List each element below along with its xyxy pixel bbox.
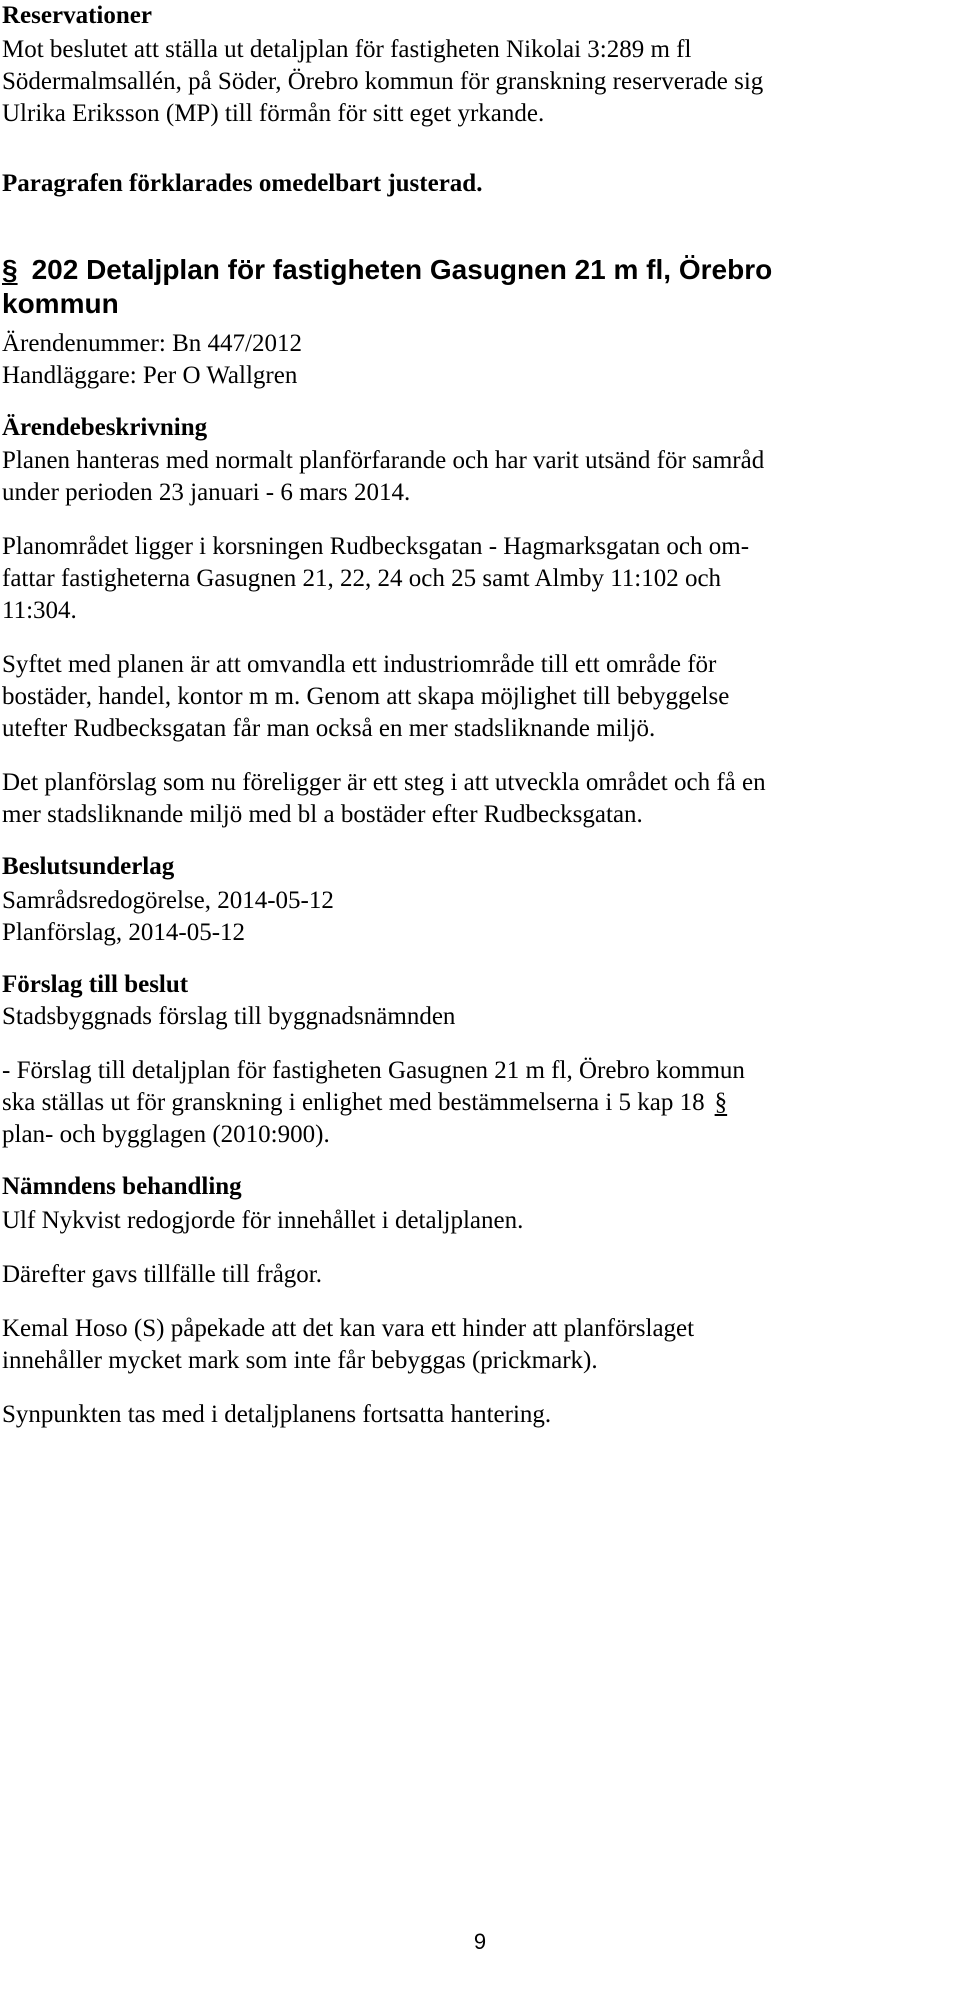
board-text-line: Ulf Nykvist redogjorde för innehållet i detaljplanen. <box>2 1207 524 1234</box>
description-text-line: Planen hanteras med normalt planförfarande och har varit utsänd för samråd <box>2 447 765 474</box>
description-heading: Ärendebeskrivning <box>2 414 208 441</box>
description-text-line: mer stadsliknande miljö med bl a bostäder efter Rudbecksgatan. <box>2 801 643 828</box>
proposal-heading: Förslag till beslut <box>2 971 189 998</box>
matter-title-text: 202 Detaljplan för fastigheten Gasugnen 21 m fl, Örebro <box>31 254 773 285</box>
page-number: 9 <box>473 1929 487 1954</box>
description-text-line: utefter Rudbecksgatan får man också en mer stadsliknande miljö. <box>2 715 656 742</box>
proposal-text-line: Stadsbyggnads förslag till byggnadsnämnden <box>2 1003 456 1030</box>
reservations-text-line: Södermalmsallén, på Söder, Örebro kommun för granskning reserverade sig <box>2 68 764 95</box>
basis-heading: Beslutsunderlag <box>2 853 175 880</box>
case-number: Ärendenummer: Bn 447/2012 <box>2 330 302 357</box>
board-text-line: Synpunkten tas med i detaljplanens fortsatta hantering. <box>2 1401 552 1428</box>
matter-title <box>2 252 772 288</box>
description-text-line: under perioden 23 januari - 6 mars 2014. <box>2 479 411 506</box>
description-text-line: Syftet med planen är att omvandla ett industriområde till ett område för <box>2 651 717 678</box>
reservations-text-line: Ulrika Eriksson (MP) till förmån för sitt eget yrkande. <box>2 100 545 127</box>
proposal-text: ska ställas ut för granskning i enlighet med bestämmelserna i 5 kap 18 <box>2 1089 705 1116</box>
description-text-line: bostäder, handel, kontor m m. Genom att skapa möjlighet till bebyggelse <box>2 683 730 710</box>
description-text-line: Det planförslag som nu föreligger är ett steg i att utveckla området och få en <box>2 769 766 796</box>
adjusted-statement: Paragrafen förklarades omedelbart justerad. <box>2 170 483 197</box>
case-officer: Handläggare: Per O Wallgren <box>2 362 298 389</box>
basis-item: Planförslag, 2014-05-12 <box>2 919 246 946</box>
board-text-line: Kemal Hoso (S) påpekade att det kan vara ett hinder att planförslaget <box>2 1315 695 1342</box>
board-text-line: Därefter gavs tillfälle till frågor. <box>2 1261 323 1288</box>
matter-title-continued: kommun <box>2 288 119 319</box>
reservations-heading: Reservationer <box>2 2 152 29</box>
description-text-line: fattar fastigheterna Gasugnen 21, 22, 24 och 25 samt Almby 11:102 och <box>2 565 722 592</box>
basis-item: Samrådsredogörelse, 2014-05-12 <box>2 887 334 914</box>
section-sign: § <box>714 1089 728 1116</box>
board-text-line: innehåller mycket mark som inte får bebyggas (prickmark). <box>2 1347 598 1374</box>
section-sign: § <box>2 254 18 285</box>
proposal-text-line <box>2 1087 727 1119</box>
description-text-line: 11:304. <box>2 597 77 624</box>
proposal-text-line: - Förslag till detaljplan för fastigheten Gasugnen 21 m fl, Örebro kommun <box>2 1057 745 1084</box>
reservations-text-line: Mot beslutet att ställa ut detaljplan för fastigheten Nikolai 3:289 m fl <box>2 36 692 63</box>
description-text-line: Planområdet ligger i korsningen Rudbecksgatan - Hagmarksgatan och om- <box>2 533 750 560</box>
board-heading: Nämndens behandling <box>2 1173 242 1200</box>
proposal-text-line: plan- och bygglagen (2010:900). <box>2 1121 330 1148</box>
